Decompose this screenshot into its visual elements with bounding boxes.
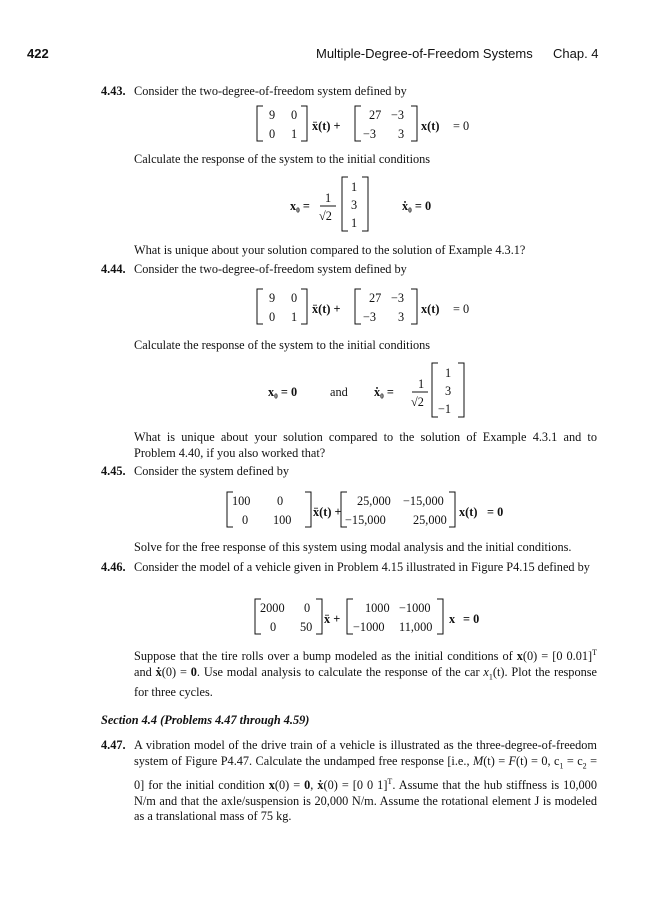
problem-4-43-intro: Consider the two-degree-of-freedom system defined by — [134, 84, 407, 98]
transpose-symbol: T — [592, 648, 598, 657]
initial-velocity-label: ẋ₀ = 0 — [402, 199, 432, 213]
bracket-right — [305, 492, 311, 527]
matrix-entry: −1000 — [353, 620, 385, 634]
bracket-right — [449, 492, 455, 527]
text-run: A vibration model of the drive train of a vehicle is illustrated as the three-degree-of-freedom system of Figure P4.47. Calculate the undamped free response [i.e., — [134, 738, 597, 768]
matrix-entry: 100 — [232, 494, 251, 508]
acceleration-term: ẍ(t) + — [312, 302, 341, 316]
problem-4-44-intro: Consider the two-degree-of-freedom system defined by — [134, 262, 407, 276]
text-run: . Assume that the hub stiffness is 10,000 N/m and that the axle/suspension is 20,000 N/m. Assume the rotational element J is modeled as a translational mass of 75 kg. — [134, 777, 597, 824]
matrix-entry: −15,000 — [345, 513, 386, 527]
matrix-entry: 0 — [304, 601, 311, 615]
text-run: . Use modal analysis to calculate the response of the car — [196, 664, 484, 679]
matrix-entry: 11,000 — [399, 620, 433, 634]
chapter-title: Multiple-Degree-of-Freedom Systems — [316, 46, 533, 61]
problem-4-44-question: What is unique about your solution compared to the solution of Example 4.3.1 and to Problem 4.40, if you also worked that? — [134, 430, 597, 460]
initial-displacement-label: x₀ = — [290, 199, 310, 213]
matrix-entry: 3 — [398, 310, 405, 324]
bracket-right — [458, 363, 464, 417]
matrix-entry: 2000 — [260, 601, 285, 615]
acceleration-term: ẍ(t) + — [312, 119, 341, 133]
problem-number-4-44: 4.44. — [101, 262, 126, 276]
text-run: and — [134, 664, 156, 679]
chapter-label: Chap. 4 — [553, 46, 599, 61]
problem-4-43-question: What is unique about your solution compared to the solution of Example 4.3.1? — [134, 243, 526, 257]
matrix-entry: 0 — [269, 127, 276, 141]
problem-4-45-question: Solve for the free response of this system using modal analysis and the initial conditions. — [134, 540, 572, 554]
vector-entry: −1 — [438, 402, 452, 416]
text-run: Suppose that the tire rolls over a bump modeled as the initial conditions of — [134, 649, 513, 664]
matrix-entry: 0 — [269, 310, 276, 324]
bracket-right — [437, 599, 443, 634]
problem-number-4-43: 4.43. — [101, 84, 126, 98]
matrix-entry: 27 — [369, 108, 382, 122]
equation-4-44-initial-conditions — [268, 361, 468, 421]
bracket-left — [342, 177, 348, 231]
matrix-entry: −3 — [363, 127, 377, 141]
text-run: (t) = 0, c — [516, 753, 560, 768]
matrix-entry: 9 — [269, 108, 276, 122]
equation-4-44-motion — [255, 287, 485, 327]
matrix-entry: 25,000 — [357, 494, 391, 508]
displacement-term: x(t) — [421, 302, 440, 316]
variable-symbol: M — [472, 753, 484, 768]
vector-symbol: ẋ — [317, 777, 324, 792]
problem-number-4-45: 4.45. — [101, 464, 126, 478]
problem-4-47-text — [134, 738, 597, 825]
vector-symbol: x — [516, 649, 523, 664]
equation-rhs: = 0 — [453, 119, 470, 133]
matrix-entry: 0 — [277, 494, 284, 508]
variable-symbol: x — [483, 664, 489, 679]
equation-4-46-motion — [253, 597, 513, 637]
initial-displacement-label: x₀ = 0 — [268, 385, 298, 399]
bracket-right — [316, 599, 322, 634]
bracket-left — [257, 289, 263, 324]
text-run: (0) = — [161, 664, 191, 679]
matrix-entry: 0 — [291, 108, 298, 122]
text-run: (0) = — [274, 777, 305, 792]
matrix-entry: 1 — [291, 127, 298, 141]
problem-number-4-46: 4.46. — [101, 560, 126, 574]
page-number: 422 — [27, 46, 49, 61]
bracket-right — [301, 106, 307, 141]
vector-entry: 1 — [351, 180, 358, 194]
matrix-entry: 1000 — [365, 601, 390, 615]
initial-velocity-label: ẋ₀ = — [374, 385, 394, 399]
matrix-entry: −3 — [363, 310, 377, 324]
matrix-entry: 9 — [269, 291, 276, 305]
bracket-right — [301, 289, 307, 324]
section-heading: Section 4.4 (Problems 4.47 through 4.59) — [101, 713, 310, 727]
problem-4-46-question — [134, 645, 597, 701]
vector-entry: 3 — [445, 384, 452, 398]
problem-4-46-intro: Consider the model of a vehicle given in Problem 4.15 illustrated in Figure P4.15 defined by — [134, 560, 590, 574]
matrix-entry: 3 — [398, 127, 405, 141]
matrix-entry: −15,000 — [403, 494, 444, 508]
equation-4-45-motion — [225, 490, 525, 530]
text-run: (0) = [0 0 1] — [323, 777, 388, 792]
variable-symbol: F — [508, 753, 517, 768]
bracket-left — [355, 106, 361, 141]
fraction-denominator: √2 — [319, 209, 332, 223]
subscript: 1 — [488, 672, 493, 682]
zero-vector-symbol: 0 — [304, 777, 311, 792]
matrix-entry: 25,000 — [413, 513, 447, 527]
bracket-left — [355, 289, 361, 324]
vector-entry: 3 — [351, 198, 358, 212]
text-run: = 0] for the initial condition — [134, 753, 598, 792]
displacement-term: x(t) — [459, 505, 478, 519]
text-run: (0) = [0 0.01] — [522, 649, 593, 664]
displacement-term: x — [449, 612, 456, 626]
text-run: . Plot the response for three cycles. — [134, 664, 597, 699]
text-run: (t) = — [483, 753, 509, 768]
equation-4-43-motion — [255, 104, 485, 144]
problem-4-43-mid: Calculate the response of the system to the initial conditions — [134, 152, 431, 166]
text-run: , — [310, 777, 318, 792]
matrix-entry: 0 — [270, 620, 277, 634]
matrix-entry: 0 — [291, 291, 298, 305]
fraction-denominator: √2 — [411, 395, 424, 409]
matrix-entry: −1000 — [399, 601, 431, 615]
zero-vector-symbol: 0 — [190, 664, 197, 679]
and-word: and — [330, 385, 348, 399]
bracket-right — [362, 177, 368, 231]
subscript: 1 — [559, 761, 564, 771]
fraction-numerator: 1 — [325, 191, 332, 205]
matrix-entry: 1 — [291, 310, 298, 324]
vector-entry: 1 — [351, 216, 358, 230]
matrix-entry: 0 — [242, 513, 249, 527]
text-run: (t) — [492, 664, 505, 679]
subscript: 2 — [582, 761, 587, 771]
fraction-numerator: 1 — [418, 377, 425, 391]
matrix-entry: 27 — [369, 291, 382, 305]
problem-4-44-mid: Calculate the response of the system to the initial conditions — [134, 338, 431, 352]
equation-rhs: = 0 — [463, 612, 480, 626]
matrix-entry: 50 — [300, 620, 313, 634]
problem-number-4-47: 4.47. — [101, 738, 126, 752]
transpose-symbol: T — [387, 776, 393, 786]
problem-4-45-intro: Consider the system defined by — [134, 464, 290, 478]
bracket-right — [411, 106, 417, 141]
matrix-entry: −3 — [391, 108, 405, 122]
acceleration-term: ẍ + — [324, 612, 341, 626]
vector-symbol: ẋ — [155, 664, 162, 679]
vector-symbol: x — [268, 777, 275, 792]
equation-rhs: = 0 — [453, 302, 470, 316]
acceleration-term: ẍ(t) + — [313, 505, 342, 519]
text-run: = c — [563, 753, 583, 768]
vector-entry: 1 — [445, 366, 452, 380]
bracket-right — [411, 289, 417, 324]
displacement-term: x(t) — [421, 119, 440, 133]
matrix-entry: 100 — [273, 513, 292, 527]
equation-rhs: = 0 — [487, 505, 504, 519]
bracket-left — [257, 106, 263, 141]
matrix-entry: −3 — [391, 291, 405, 305]
equation-4-43-initial-conditions — [290, 175, 470, 235]
